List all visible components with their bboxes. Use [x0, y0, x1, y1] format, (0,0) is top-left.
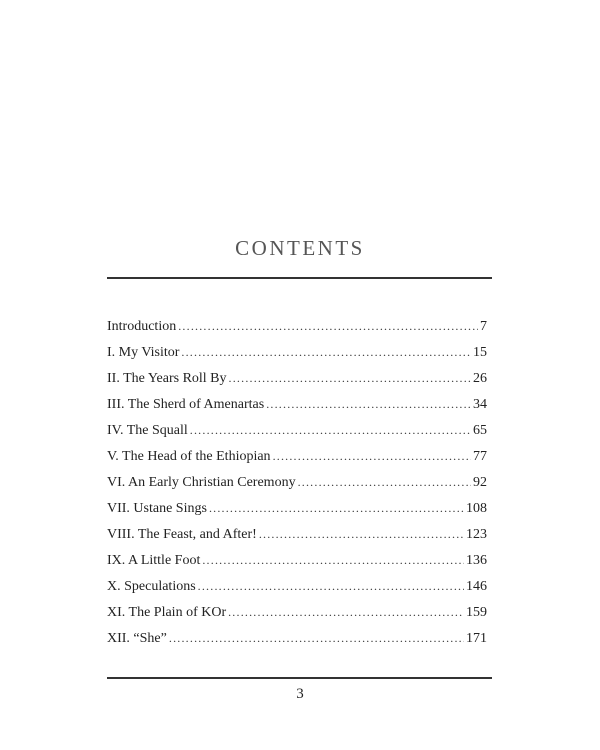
- dot-leader: [259, 521, 464, 547]
- toc-entry[interactable]: [107, 443, 487, 469]
- dot-leader: [169, 625, 464, 651]
- toc-entry-page: 15: [473, 345, 487, 360]
- toc-entry-title: III. The Sherd of Amenartas: [107, 397, 265, 412]
- toc-entry-title: XII. “She”: [107, 631, 167, 646]
- toc-entry-title: I. My Visitor: [107, 345, 180, 360]
- toc-entry-page: 146: [466, 579, 487, 594]
- dot-leader: [181, 339, 471, 365]
- bottom-divider: [107, 677, 492, 679]
- toc-entry-page: 123: [466, 527, 487, 542]
- toc-entry[interactable]: [107, 625, 487, 651]
- dot-leader: [228, 599, 464, 625]
- toc-entry-page: 159: [466, 605, 487, 620]
- toc-entry-page: 136: [466, 553, 487, 568]
- toc-entry-title: V. The Head of the Ethiopian: [107, 449, 271, 464]
- toc-entry[interactable]: [107, 547, 487, 573]
- toc-entry-title: XI. The Plain of KOr: [107, 605, 227, 620]
- toc-entry[interactable]: [107, 365, 487, 391]
- dot-leader: [273, 443, 471, 469]
- dot-leader: [178, 313, 478, 339]
- toc-entry-page: 171: [466, 631, 487, 646]
- toc-entry[interactable]: [107, 391, 487, 417]
- page-number: 3: [296, 686, 304, 702]
- toc-entry-title: II. The Years Roll By: [107, 371, 227, 386]
- toc-entry-title: Introduction: [107, 319, 177, 334]
- toc-entry[interactable]: [107, 339, 487, 365]
- toc-entry-page: 34: [473, 397, 487, 412]
- toc-entry[interactable]: [107, 521, 487, 547]
- toc-entry-page: 108: [466, 501, 487, 516]
- dot-leader: [202, 547, 464, 573]
- toc-entry-title: VI. An Early Christian Ceremony: [107, 475, 296, 490]
- toc-entry-title: IX. A Little Foot: [107, 553, 201, 568]
- toc-entry[interactable]: [107, 573, 487, 599]
- dot-leader: [266, 391, 471, 417]
- dot-leader: [229, 365, 471, 391]
- toc-entry[interactable]: [107, 313, 487, 339]
- dot-leader: [198, 573, 464, 599]
- toc-entry-page: 92: [473, 475, 487, 490]
- dot-leader: [298, 469, 471, 495]
- toc-entry-page: 7: [480, 319, 487, 334]
- dot-leader: [209, 495, 464, 521]
- toc-entry-title: X. Speculations: [107, 579, 196, 594]
- page-title: CONTENTS: [235, 236, 365, 260]
- toc-entry-page: 77: [473, 449, 487, 464]
- toc-entry-title: IV. The Squall: [107, 423, 188, 438]
- toc-entry[interactable]: [107, 469, 487, 495]
- toc-entry[interactable]: [107, 495, 487, 521]
- toc-entry-page: 65: [473, 423, 487, 438]
- table-of-contents: [107, 313, 487, 651]
- toc-entry[interactable]: [107, 599, 487, 625]
- toc-entry-title: VIII. The Feast, and After!: [107, 527, 257, 542]
- toc-entry-page: 26: [473, 371, 487, 386]
- toc-entry[interactable]: [107, 417, 487, 443]
- toc-entry-title: VII. Ustane Sings: [107, 501, 207, 516]
- top-divider: [107, 277, 492, 279]
- dot-leader: [190, 417, 471, 443]
